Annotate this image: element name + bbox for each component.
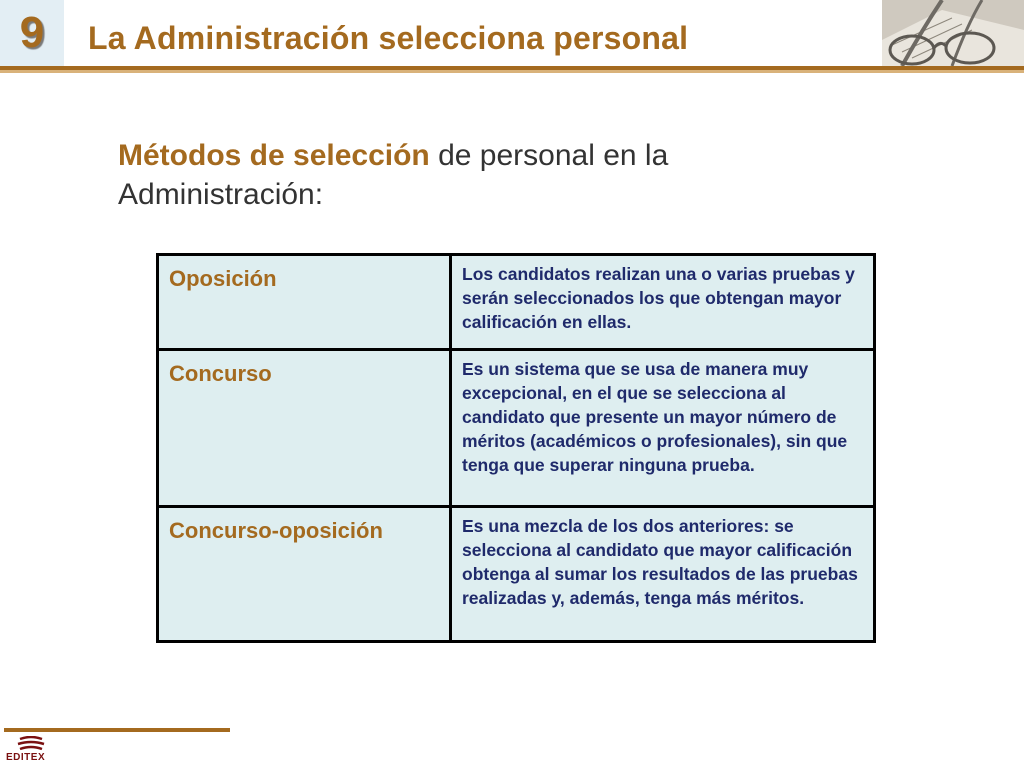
editex-logo [6, 736, 66, 764]
method-description: Es un sistema que se usa de manera muy excepcional, en el que se selecciona al candidato que presente un mayor número de méritos (académicos o profesionales), sin que tenga que superar ninguna prueba. [451, 350, 875, 507]
header-photo [882, 0, 1024, 66]
footer-divider [4, 728, 230, 732]
slide-title: La Administración selecciona personal [88, 20, 689, 56]
logo-text: EDITEX [6, 752, 46, 763]
table-row [158, 507, 875, 642]
method-name: Concurso [158, 350, 451, 507]
slide-header [0, 0, 1024, 70]
subtitle-rest: de personal en la [429, 139, 669, 172]
editex-logo-icon [16, 736, 46, 752]
chapter-badge [0, 0, 64, 66]
chapter-number: 9 [19, 8, 45, 57]
method-description: Los candidatos realizan una o varias pruebas y serán seleccionados los que obtengan mayor calificación en ellas. [451, 255, 875, 350]
book-glasses-illustration [882, 0, 1024, 66]
section-subtitle [118, 136, 818, 214]
method-description: Es una mezcla de los dos anteriores: se selecciona al candidato que mayor calificación obtenga al sumar los resultados de las pruebas realizadas y, además, tenga más méritos. [451, 507, 875, 642]
subtitle-bold: Métodos de selección [118, 139, 430, 172]
header-divider-shadow [0, 70, 1024, 73]
table-row [158, 350, 875, 507]
method-name: Concurso-oposición [158, 507, 451, 642]
method-name: Oposición [158, 255, 451, 350]
selection-methods-table [156, 253, 876, 643]
table-row [158, 255, 875, 350]
subtitle-line2: Administración: [118, 178, 324, 211]
